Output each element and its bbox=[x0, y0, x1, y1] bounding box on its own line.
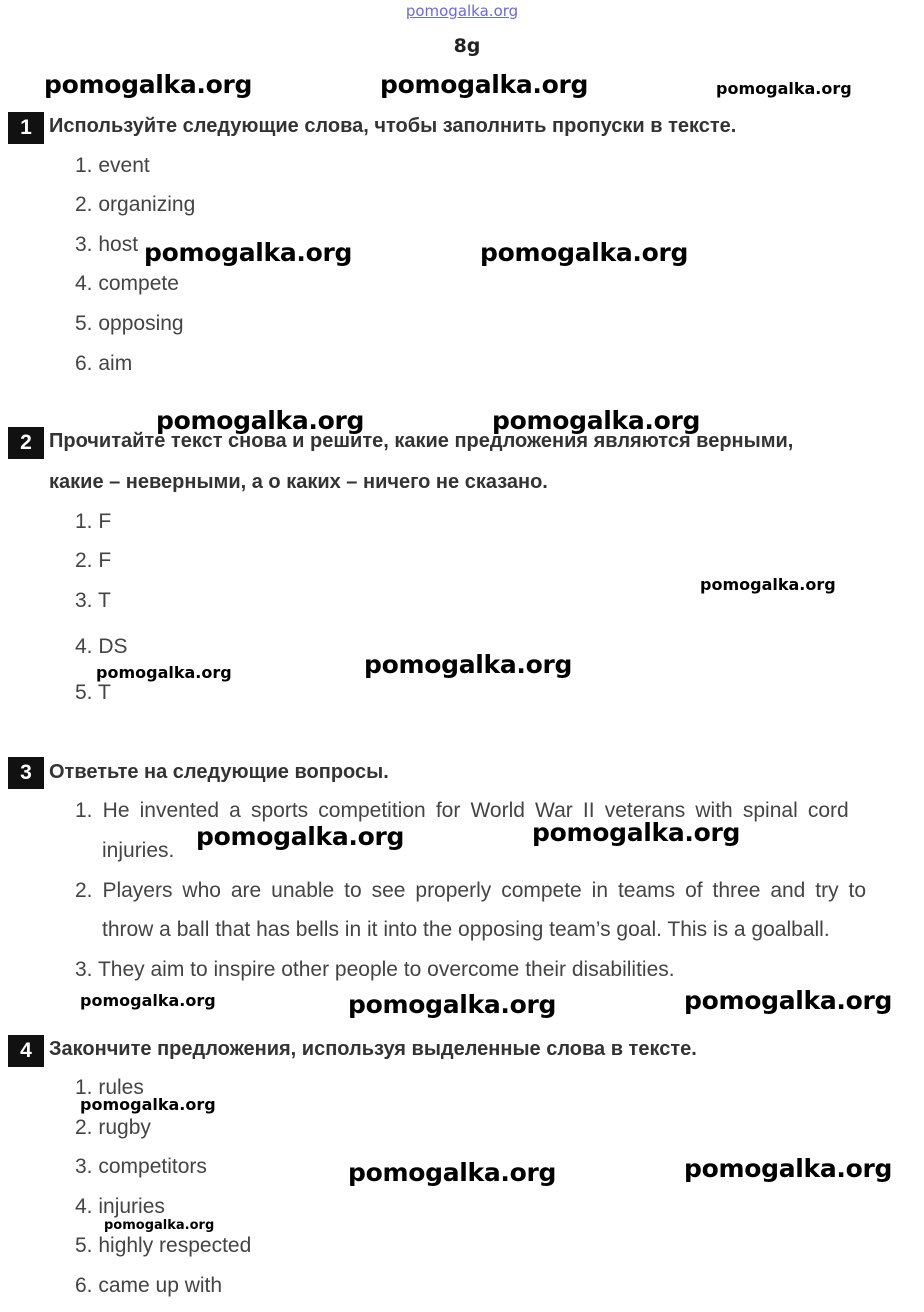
task-number-1: 1 bbox=[8, 112, 44, 144]
list-item: 1. F bbox=[75, 510, 112, 533]
list-item: 3. T bbox=[75, 589, 111, 612]
list-item: 4. injuries bbox=[75, 1195, 165, 1218]
watermark: pomogalka.org bbox=[196, 822, 405, 851]
task-2-heading-cont: какие – неверными, а о каких – ничего не сказано. bbox=[49, 471, 548, 493]
list-item: 6. aim bbox=[75, 352, 133, 375]
list-item: 1. rules bbox=[75, 1076, 144, 1099]
watermark: pomogalka.org bbox=[348, 1158, 557, 1187]
watermark: pomogalka.org bbox=[348, 990, 557, 1019]
task-number-3: 3 bbox=[8, 757, 44, 789]
list-item: 3. host bbox=[75, 233, 139, 256]
task-3-heading: Ответьте на следующие вопросы. bbox=[49, 761, 389, 783]
list-item: 4. compete bbox=[75, 272, 179, 295]
list-item: 2. organizing bbox=[75, 193, 196, 216]
watermark: pomogalka.org bbox=[532, 818, 741, 847]
watermark: pomogalka.org bbox=[96, 663, 232, 682]
list-item: 5. highly respected bbox=[75, 1234, 252, 1257]
watermark: pomogalka.org bbox=[44, 70, 253, 99]
watermark: pomogalka.org bbox=[684, 1154, 893, 1183]
list-item: 6. came up with bbox=[75, 1274, 223, 1297]
watermark: pomogalka.org bbox=[104, 1218, 215, 1233]
watermark: pomogalka.org bbox=[716, 79, 852, 98]
task-number-2: 2 bbox=[8, 427, 44, 459]
task-4-heading: Закончите предложения, используя выделенные слова в тексте. bbox=[49, 1038, 697, 1060]
task-2-heading: Прочитайте текст снова и решите, какие предложения являются верными, bbox=[49, 430, 794, 452]
list-item: 2. rugby bbox=[75, 1116, 151, 1139]
watermark: pomogalka.org bbox=[684, 986, 893, 1015]
list-item: 2. F bbox=[75, 549, 112, 572]
list-item: 5. opposing bbox=[75, 312, 184, 335]
answer-line: 2. Players who are unable to see properly compete in teams of three and try to bbox=[75, 879, 867, 902]
task-number-4: 4 bbox=[8, 1035, 44, 1067]
site-link[interactable]: pomogalka.org bbox=[405, 2, 519, 20]
list-item: 4. DS bbox=[75, 635, 128, 658]
answer-line: 3. They aim to inspire other people to overcome their disabilities. bbox=[75, 958, 675, 981]
answer-line: injuries. bbox=[102, 839, 175, 862]
list-item: 3. competitors bbox=[75, 1155, 207, 1178]
watermark: pomogalka.org bbox=[364, 650, 573, 679]
watermark: pomogalka.org bbox=[156, 406, 365, 435]
page-title: 8g bbox=[453, 35, 481, 57]
list-item: 5. T bbox=[75, 681, 111, 704]
watermark: pomogalka.org bbox=[700, 575, 836, 594]
watermark: pomogalka.org bbox=[80, 991, 216, 1010]
watermark: pomogalka.org bbox=[380, 70, 589, 99]
answer-line: 1. He invented a sports competition for World War II veterans with spinal cord bbox=[75, 799, 849, 822]
watermark: pomogalka.org bbox=[492, 406, 701, 435]
watermark: pomogalka.org bbox=[80, 1095, 216, 1114]
task-1-heading: Используйте следующие слова, чтобы заполнить пропуски в тексте. bbox=[49, 115, 737, 137]
watermark: pomogalka.org bbox=[144, 238, 353, 267]
watermark: pomogalka.org bbox=[480, 238, 689, 267]
answer-line: throw a ball that has bells in it into the opposing team’s goal. This is a goalball. bbox=[102, 918, 830, 941]
list-item: 1. event bbox=[75, 154, 150, 177]
